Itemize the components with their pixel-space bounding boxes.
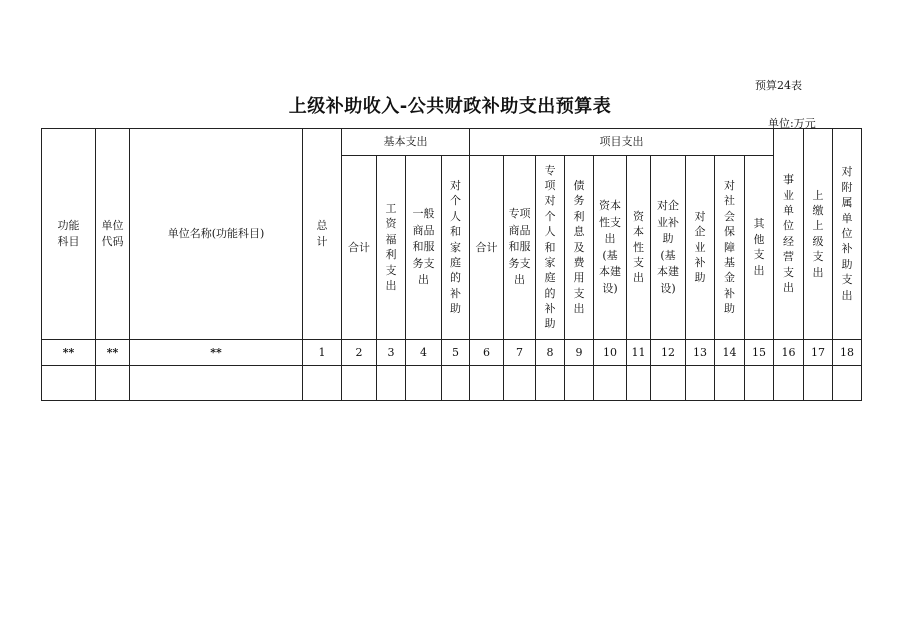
header-func-subject: 功能科目 (42, 129, 96, 340)
table-cell[interactable] (96, 366, 130, 401)
table-cell[interactable] (504, 366, 536, 401)
code-cell: 17 (804, 340, 833, 366)
code-cell: 1 (303, 340, 342, 366)
code-cell: 7 (504, 340, 536, 366)
header-proj-sum: 合计 (470, 156, 504, 340)
header-total: 总计 (303, 129, 342, 340)
page-title: 上级补助收入-公共财政补助支出预算表 (288, 96, 612, 117)
header-proj-social: 对社会保障基金补助 (715, 156, 745, 340)
header-proj-ent: 对企业补助 (686, 156, 715, 340)
code-cell: 3 (377, 340, 406, 366)
code-cell: 18 (833, 340, 862, 366)
table-cell[interactable] (42, 366, 96, 401)
table-cell[interactable] (715, 366, 745, 401)
table-cell[interactable] (406, 366, 442, 401)
header-proj-capital-build: 资本性支出(基本建设) (594, 156, 627, 340)
header-proj-other: 其他支出 (745, 156, 774, 340)
code-cell: ** (96, 340, 130, 366)
table-cell[interactable] (130, 366, 303, 401)
header-basic-wages: 工资福利支出 (377, 156, 406, 340)
code-cell: 6 (470, 340, 504, 366)
table-cell[interactable] (627, 366, 651, 401)
table-cell[interactable] (342, 366, 377, 401)
table-cell[interactable] (377, 366, 406, 401)
header-proj-goods: 专项商品和服务支出 (504, 156, 536, 340)
data-row-empty (42, 366, 862, 401)
form-number: 预算24表 (755, 79, 802, 92)
group-project-expenditure: 项目支出 (470, 129, 774, 156)
budget-table (41, 128, 862, 401)
table-cell[interactable] (565, 366, 594, 401)
table-cell[interactable] (470, 366, 504, 401)
header-basic-personal: 对个人和家庭的补助 (442, 156, 470, 340)
code-cell: 5 (442, 340, 470, 366)
header-unit-name: 单位名称(功能科目) (130, 129, 303, 340)
code-cell: 12 (651, 340, 686, 366)
table-cell[interactable] (536, 366, 565, 401)
code-cell: 15 (745, 340, 774, 366)
header-basic-sum: 合计 (342, 156, 377, 340)
header-proj-capital: 资本性支出 (627, 156, 651, 340)
code-cell: 9 (565, 340, 594, 366)
header-proj-ent-build: 对企业补助(基本建设) (651, 156, 686, 340)
header-upper-pay: 上缴上级支出 (804, 129, 833, 340)
table-cell[interactable] (745, 366, 774, 401)
table-cell[interactable] (651, 366, 686, 401)
table-cell[interactable] (594, 366, 627, 401)
header-inst-operate: 事业单位经营支出 (774, 129, 804, 340)
table-cell[interactable] (303, 366, 342, 401)
table-cell[interactable] (774, 366, 804, 401)
header-unit-code: 单位代码 (96, 129, 130, 340)
group-basic-expenditure: 基本支出 (342, 129, 470, 156)
header-proj-debt: 债务利息及费用支出 (565, 156, 594, 340)
code-cell: 11 (627, 340, 651, 366)
table-cell[interactable] (442, 366, 470, 401)
code-cell: 8 (536, 340, 565, 366)
code-cell: ** (42, 340, 96, 366)
code-cell: 10 (594, 340, 627, 366)
code-row (42, 340, 862, 366)
code-cell: 14 (715, 340, 745, 366)
code-cell: 16 (774, 340, 804, 366)
table-cell[interactable] (686, 366, 715, 401)
table-cell[interactable] (833, 366, 862, 401)
table-cell[interactable] (804, 366, 833, 401)
header-affiliate: 对附属单位补助支出 (833, 129, 862, 340)
code-cell: 2 (342, 340, 377, 366)
code-cell: ** (130, 340, 303, 366)
code-cell: 4 (406, 340, 442, 366)
unit-label: 单位:万元 (768, 117, 816, 130)
header-proj-personal: 专项对个人和家庭的补助 (536, 156, 565, 340)
header-basic-goods: 一般商品和服务支出 (406, 156, 442, 340)
code-cell: 13 (686, 340, 715, 366)
